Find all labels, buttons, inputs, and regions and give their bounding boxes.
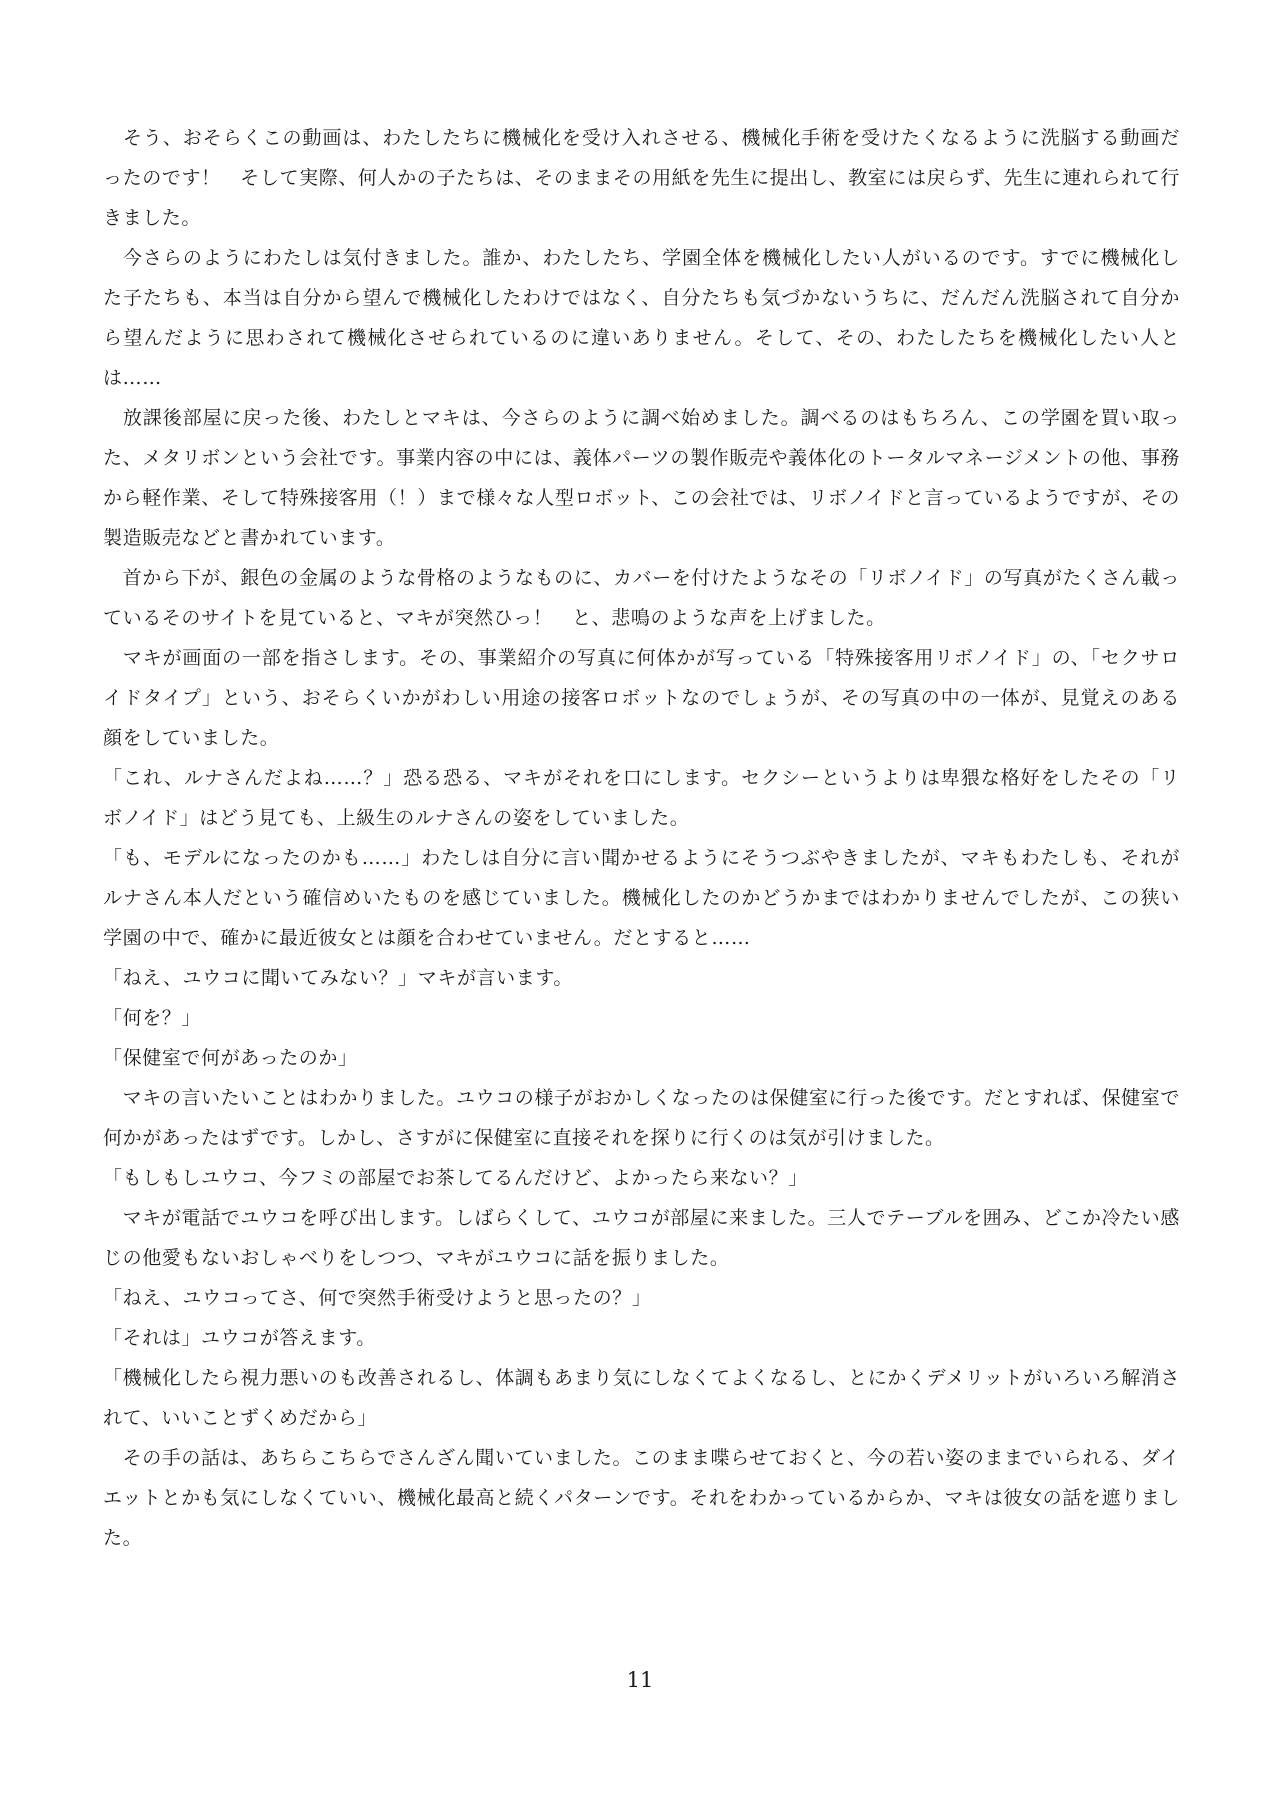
- dialogue-line: 「機械化したら視力悪いのも改善されるし、体調もあまり気にしなくてよくなるし、とにかくデメリットがいろいろ解消されて、いいことずくめだから」: [103, 1367, 1180, 1429]
- paragraph: マキの言いたいことはわかりました。ユウコの様子がおかしくなったのは保健室に行った後です。だとすれば、保健室で何かがあったはずです。しかし、さすがに保健室に直接それを探りに行くのは気が引けました。: [103, 1087, 1180, 1149]
- dialogue-line: 「これ、ルナさんだよね……？」恐る恐る、マキがそれを口にします。セクシーというよりは卑猥な格好をしたその「リボノイド」はどう見ても、上級生のルナさんの姿をしていました。: [103, 767, 1180, 829]
- paragraph: 今さらのようにわたしは気付きました。誰か、わたしたち、学園全体を機械化したい人がいるのです。すでに機械化した子たちも、本当は自分から望んで機械化したわけではなく、自分たちも気づかないうちに、だんだん洗脳されて自分から望んだように思わされて機械化させられているのに違いありません。そして、その、わたしたちを機械化したい人とは……: [103, 247, 1180, 389]
- paragraph: マキが画面の一部を指さします。その、事業紹介の写真に何体かが写っている「特殊接客用リボノイド」の、「セクサロイドタイプ」という、おそらくいかがわしい用途の接客ロボットなのでしょうが、その写真の中の一体が、見覚えのある顔をしていました。: [103, 647, 1180, 749]
- dialogue-line: 「もしもしユウコ、今フミの部屋でお茶してるんだけど、よかったら来ない？」: [103, 1167, 808, 1189]
- dialogue-line: 「も、モデルになったのかも……」わたしは自分に言い聞かせるようにそうつぶやきましたが、マキもわたしも、それがルナさん本人だという確信めいたものを感じていました。機械化したのかどうかまではわかりませんでしたが、この狭い学園の中で、確かに最近彼女とは顔を合わせていません。だとすると……: [103, 847, 1180, 949]
- page-number: 11: [626, 1668, 654, 1692]
- paragraph: そう、おそらくこの動画は、わたしたちに機械化を受け入れさせる、機械化手術を受けたくなるように洗脳する動画だったのです！ そして実際、何人かの子たちは、そのままその用紙を先生に提出し、教室には戻らず、先生に連れられて行きました。: [103, 127, 1180, 229]
- body-text: [103, 118, 1180, 1558]
- paragraph: 首から下が、銀色の金属のような骨格のようなものに、カバーを付けたようなその「リボノイド」の写真がたくさん載っているそのサイトを見ていると、マキが突然ひっ！ と、悲鳴のような声を上げました。: [103, 567, 1180, 629]
- dialogue-line: 「ねえ、ユウコに聞いてみない？」マキが言います。: [103, 967, 574, 989]
- dialogue-line: 「何を？」: [103, 1007, 202, 1029]
- dialogue-line: 「ねえ、ユウコってさ、何で突然手術受けようと思ったの？」: [103, 1287, 652, 1309]
- paragraph: マキが電話でユウコを呼び出します。しばらくして、ユウコが部屋に来ました。三人でテーブルを囲み、どこか冷たい感じの他愛もないおしゃべりをしつつ、マキがユウコに話を振りました。: [103, 1207, 1180, 1269]
- paragraph: その手の話は、あちらこちらでさんざん聞いていました。このまま喋らせておくと、今の若い姿のままでいられる、ダイエットとかも気にしなくていい、機械化最高と続くパターンです。それをわかっているからか、マキは彼女の話を遮りました。: [103, 1447, 1180, 1549]
- paragraph: 放課後部屋に戻った後、わたしとマキは、今さらのように調べ始めました。調べるのはもちろん、この学園を買い取った、メタリボンという会社です。事業内容の中には、義体パーツの製作販売や義体化のトータルマネージメントの他、事務から軽作業、そして特殊接客用（！）まで様々な人型ロボット、この会社では、リボノイドと言っているようですが、その製造販売などと書かれています。: [103, 407, 1180, 549]
- dialogue-line: 「保健室で何があったのか」: [103, 1047, 358, 1069]
- dialogue-line: 「それは」ユウコが答えます。: [103, 1327, 376, 1349]
